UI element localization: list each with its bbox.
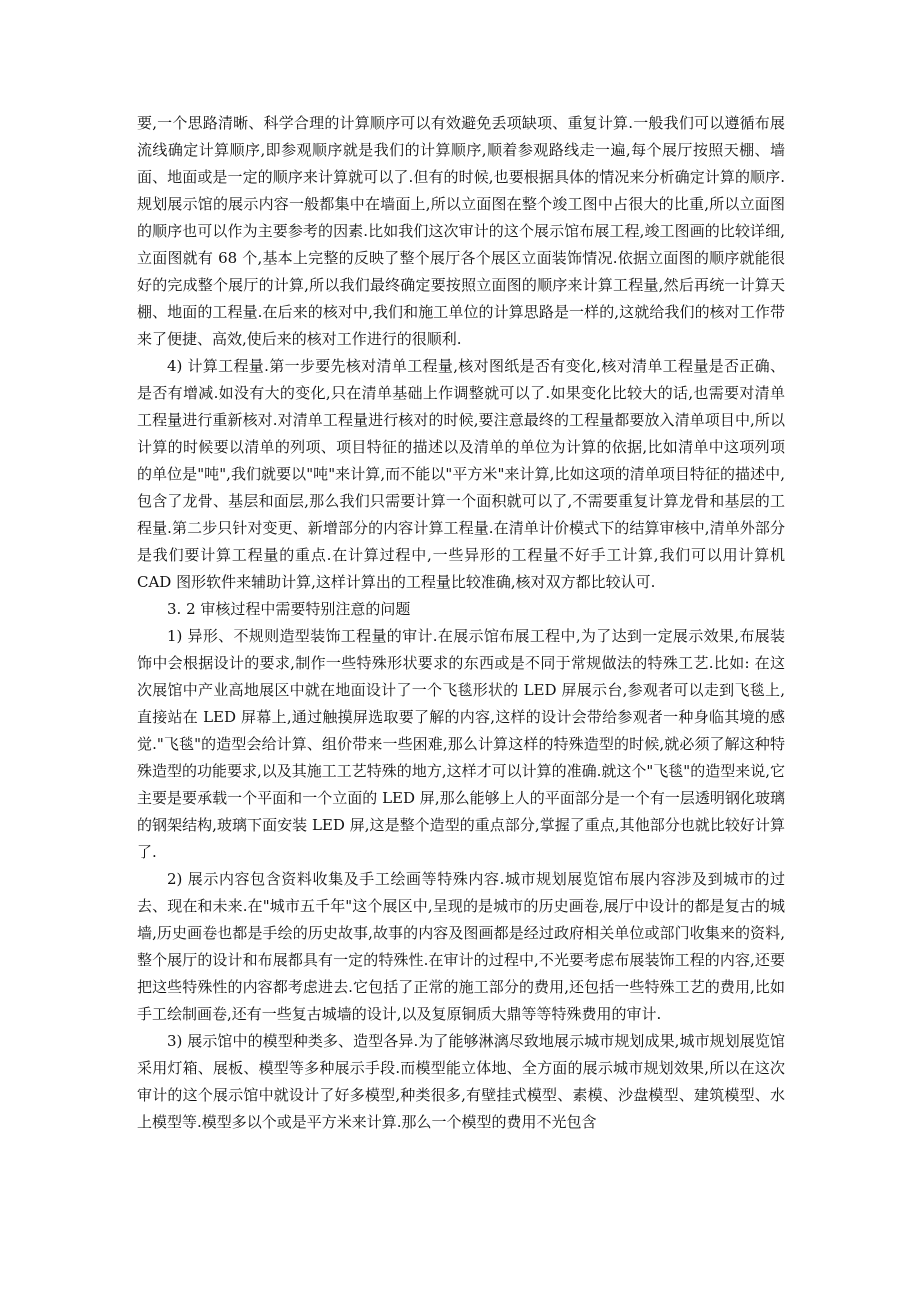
paragraph-irregular-shapes: 1) 异形、不规则造型装饰工程量的审计.在展示馆布展工程中,为了达到一定展示效果,布展装饰中会根据设计的要求,制作一些特殊形状要求的东西或是不同于常规做法的特殊工艺.比如: 在这次展馆中产业高地展区中就在地面设计了一个飞毯形状的 LED 屏展示台,参观者可以走到飞毯上,直接站在 LED 屏幕上,通过触摸屏选取要了解的内容,这样的设计会带给参观者一种身临其境的感觉."飞毯"的造型会给计算、组价带来一些困难,那么计算这样的特殊造型的时候,就必须了解这种特殊造型的功能要求,以及其施工工艺特殊的地方,这样才可以计算的准确.就这个"飞毯"的造型来说,它主要是要承载一个平面和一个立面的 LED 屏,那么能够上人的平面部分是一个有一层透明钢化玻璃的钢架结构,玻璃下面安装 LED 屏,这是整个造型的重点部分,掌握了重点,其他部分也就比较好计算了. (137, 627, 785, 861)
document-page (137, 110, 785, 1136)
section-heading-3-2: 3. 2 审核过程中需要特别注意的问题 (167, 600, 411, 618)
paragraph-special-content: 2) 展示内容包含资料收集及手工绘画等特殊内容.城市规划展览馆布展内容涉及到城市的过去、现在和未来.在"城市五千年"这个展区中,呈现的是城市的历史画卷,展厅中设计的都是复古的城墙,历史画卷也都是手绘的历史故事,故事的内容及图画都是经过政府相关单位或部门收集来的资料,整个展厅的设计和布展都具有一定的特殊性.在审计的过程中,不光要考虑布展装饰工程的内容,还要把这些特殊性的内容都考虑进去.它包括了正常的施工部分的费用,还包括一些特殊工艺的费用,比如手工绘制画卷,还有一些复古城墙的设计,以及复原铜质大鼎等等特殊费用的审计. (137, 870, 785, 1023)
paragraph-calculate-quantities: 4) 计算工程量.第一步要先核对清单工程量,核对图纸是否有变化,核对清单工程量是否正确、是否有增减.如没有大的变化,只在清单基础上作调整就可以了.如果变化比较大的话,也需要对清单工程量进行重新核对.对清单工程量进行核对的时候,要注意最终的工程量都要放入清单项目中,所以计算的时候要以清单的列项、项目特征的描述以及清单的单位为计算的依据,比如清单中这项列项的单位是"吨",我们就要以"吨"来计算,而不能以"平方米"来计算,比如这项的清单项目特征的描述中,包含了龙骨、基层和面层,那么我们只需要计算一个面积就可以了,不需要重复计算龙骨和基层的工程量.第二步只针对变更、新增部分的内容计算工程量.在清单计价模式下的结算审核中,清单外部分是我们要计算工程量的重点.在计算过程中,一些异形的工程量不好手工计算,我们可以用计算机 CAD 图形软件来辅助计算,这样计算出的工程量比较准确,核对双方都比较认可. (137, 357, 785, 591)
paragraph-calculation-order: 要,一个思路清晰、科学合理的计算顺序可以有效避免丢项缺项、重复计算.一般我们可以遵循布展流线确定计算顺序,即参观顺序就是我们的计算顺序,顺着参观路线走一遍,每个展厅按照天棚、墙面、地面或是一定的顺序来计算就可以了.但有的时候,也要根据具体的情况来分析确定计算的顺序.规划展示馆的展示内容一般都集中在墙面上,所以立面图在整个竣工图中占很大的比重,所以立面图的顺序也可以作为主要参考的因素.比如我们这次审计的这个展示馆布展工程,竣工图画的比较详细,立面图就有 68 个,基本上完整的反映了整个展厅各个展区立面装饰情况.依据立面图的顺序就能很好的完成整个展厅的计算,所以我们最终确定要按照立面图的顺序来计算工程量,然后再统一计算天棚、地面的工程量.在后来的核对中,我们和施工单位的计算思路是一样的,这就给我们的核对工作带来了便捷、高效,使后来的核对工作进行的很顺利. (137, 114, 785, 348)
paragraph-models: 3) 展示馆中的模型种类多、造型各异.为了能够淋漓尽致地展示城市规划成果,城市规划展览馆采用灯箱、展板、模型等多种展示手段.而模型能立体地、全方面的展示城市规划效果,所以在这次审计的这个展示馆中就设计了好多模型,种类很多,有壁挂式模型、素模、沙盘模型、建筑模型、水上模型等.模型多以个或是平方米来计算.那么一个模型的费用不光包含 (137, 1032, 785, 1131)
